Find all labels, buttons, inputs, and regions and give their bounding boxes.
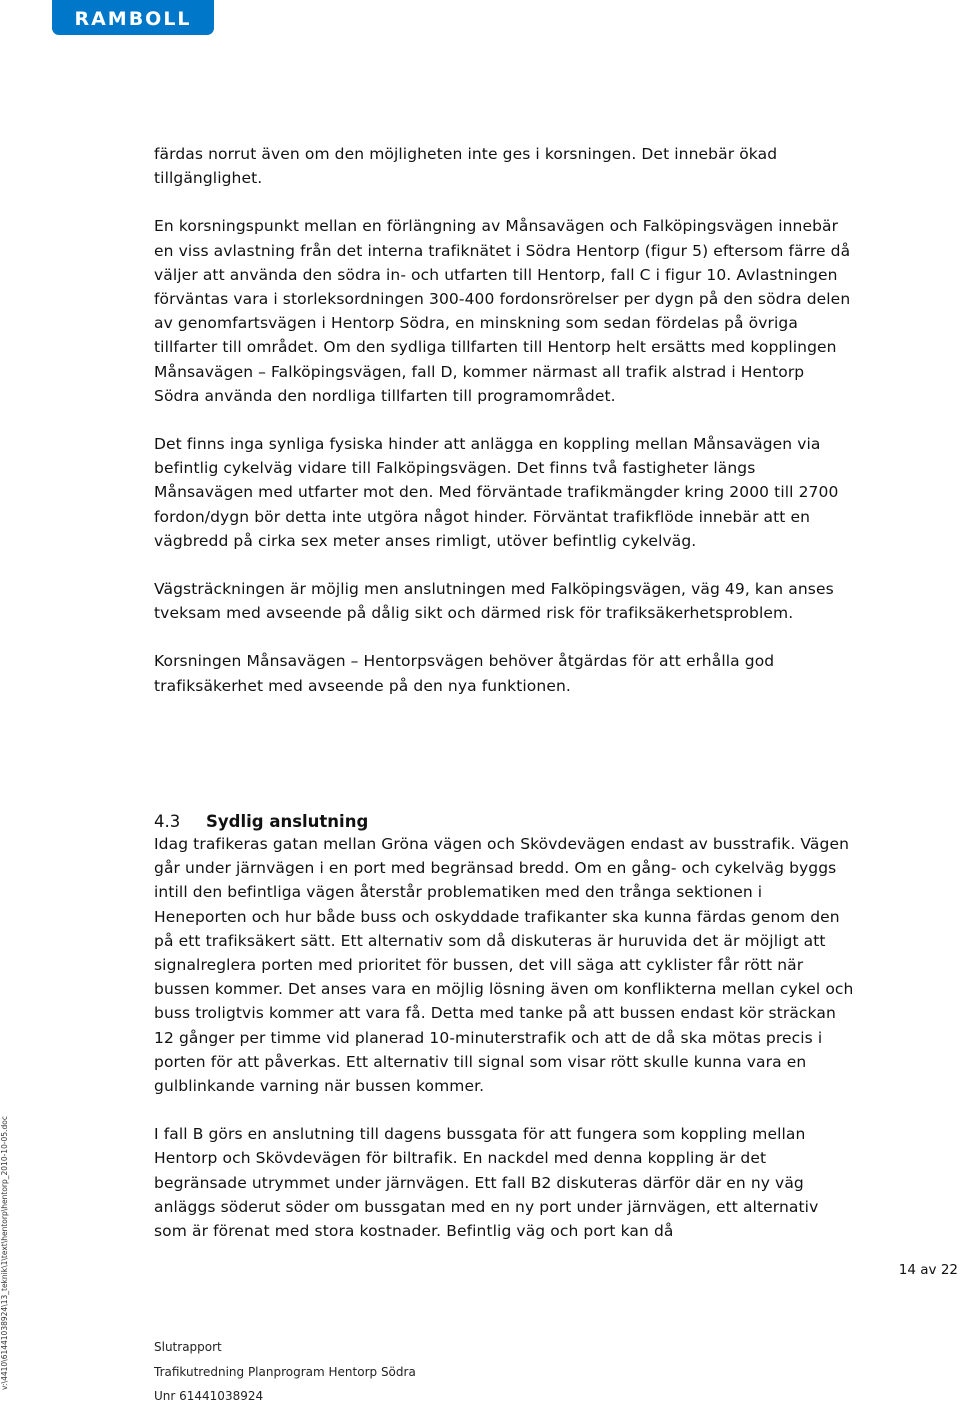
footer-doc-type: Slutrapport bbox=[154, 1340, 222, 1354]
footer-project: Trafikutredning Planprogram Hentorp Södra bbox=[154, 1365, 416, 1379]
paragraph: I fall B görs en anslutning till dagens bussgata för att fungera som koppling mellan Hentorp och Skövdevägen för biltrafik. En nackdel med denna koppling är det begränsade utrymmet under järnvägen. Ett fall B2 diskuteras därför där en ny väg anläggs söderut söder om bussgatan med en ny port under järnvägen, ett alternativ som är förenat med stora kostnader. Befintlig väg och port kan då bbox=[154, 1125, 819, 1241]
paragraph: En korsningspunkt mellan en förlängning av Månsavägen och Falköpingsvägen innebär en viss avlastning från det interna trafiknätet i Södra Hentorp (figur 5) eftersom färre då väljer att använda den södra in- och utfarten till Hentorp, fall C i figur 10. Avlastningen förväntas vara i storleksordningen 300-400 fordonsrörelser per dygn på den södra delen av genomfartsvägen i Hentorp Södra, en minskning som sedan fördelas på övriga tillfarter till området. Om den sydliga tillfarten till Hentorp helt ersätts med kopplingen Månsavägen – Falköpingsvägen, fall D, kommer närmast all trafik alstrad i Hentorp Södra använda den nordliga tillfarten till programområdet. bbox=[154, 217, 851, 405]
section-body bbox=[154, 832, 854, 1267]
paragraph: Idag trafikeras gatan mellan Gröna vägen och Skövdevägen endast av busstrafik. Vägen går under järnvägen i en port med begränsad bredd. Om en gång- och cykelväg byggs intill den befintliga vägen återstår problematiken med den trånga sektionen i Heneporten och hur både buss och oskyddade trafikanter ska kunna färdas genom den på ett trafiksäkert sätt. Ett alternativ som då diskuteras är huruvida det är möjligt att signalreglera porten med prioritet för bussen, det vill säga att cyklister får rött när bussen kommer. Det anses vara en möjlig lösning även om konflikterna mellan cykel och buss troligtvis kommer att vara få. Detta med tanke på att bussen endast kör sträckan 12 gånger per timme vid planerad 10-minuterstrafik och att de då ska mötas precis i porten för att påverkas. Ett alternativ till signal som visar rött skulle kunna vara en gulblinkande varning när bussen kommer. bbox=[154, 835, 854, 1096]
ramboll-logo-wordmark bbox=[58, 7, 208, 29]
paragraph: Vägsträckningen är möjlig men anslutningen med Falköpingsvägen, väg 49, kan anses tveksam med avseende på dålig sikt och därmed risk för trafiksäkerhetsproblem. bbox=[154, 580, 834, 623]
section-heading bbox=[154, 812, 368, 831]
page-number: 14 av 22 bbox=[898, 1262, 958, 1278]
ramboll-logo bbox=[52, 0, 214, 35]
file-path: v:\4410\61441038924\13_teknik\1\text\hentorp\hentorp_2010-10-05.doc bbox=[0, 1116, 9, 1390]
section-number: 4.3 bbox=[154, 812, 181, 831]
body-text bbox=[154, 142, 854, 722]
paragraph: Det finns inga synliga fysiska hinder att anlägga en koppling mellan Månsavägen via befintlig cykelväg vidare till Falköpingsvägen. Det finns två fastigheter längs Månsavägen med utfarter mot den. Med förväntade trafikmängder kring 2000 till 2700 fordon/dygn bör detta inte utgöra något hinder. Förväntat trafikflöde innebär att en vägbredd på cirka sex meter anses rimligt, utöver befintlig cykelväg. bbox=[154, 435, 839, 550]
paragraph: Korsningen Månsavägen – Hentorpsvägen behöver åtgärdas för att erhålla god trafiksäkerhet med avseende på den nya funktionen. bbox=[154, 652, 775, 695]
logo-text: RAMBOLL bbox=[74, 7, 192, 29]
section-title: Sydlig anslutning bbox=[206, 812, 369, 831]
footer-number: Unr 61441038924 bbox=[154, 1389, 264, 1403]
paragraph: färdas norrut även om den möjligheten inte ges i korsningen. Det innebär ökad tillgänglighet. bbox=[154, 145, 778, 188]
